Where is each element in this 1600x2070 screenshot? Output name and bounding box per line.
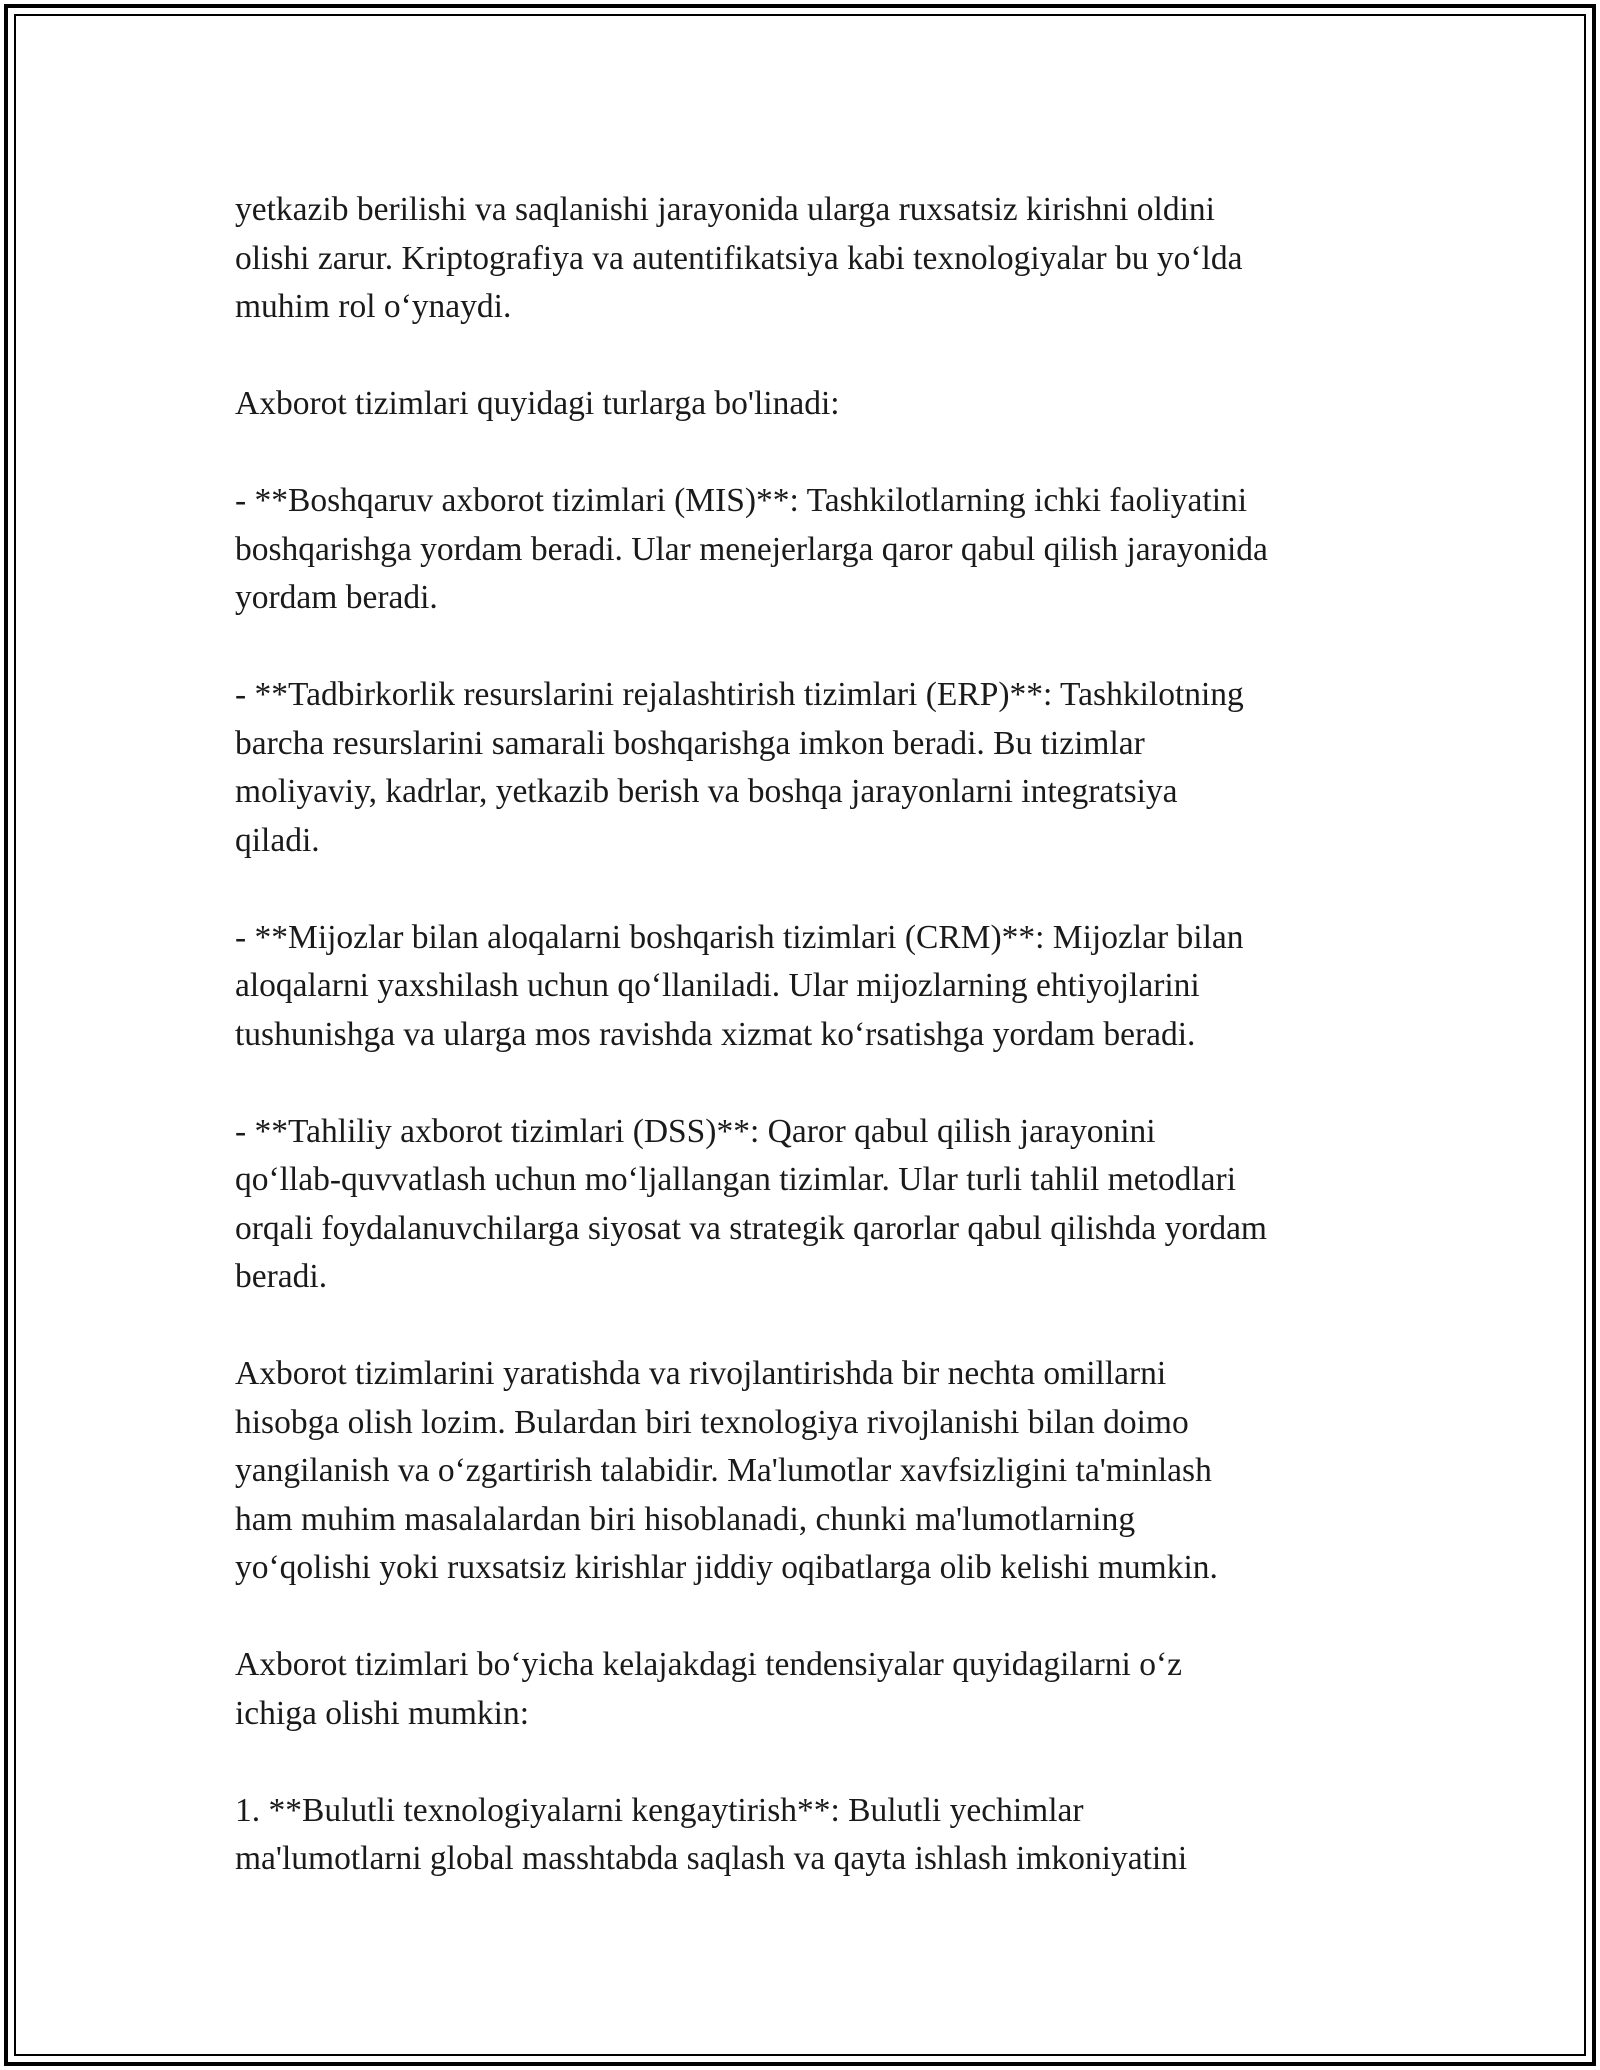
text-line: yangilanish va o‘zgartirish talabidir. Ma'lumotlar xavfsizligini ta'minlash [235,1452,1212,1489]
text-line: beradi. [235,1258,328,1295]
paragraph [235,671,1385,865]
text-line: - **Tahliliy axborot tizimlari (DSS)**: Qaror qabul qilish jarayonini [235,1112,1156,1150]
text-line: orqali foydalanuvchilarga siyosat va strategik qarorlar qabul qilishda yordam [235,1209,1267,1247]
paragraph [235,380,1385,429]
text-line: ham muhim masalalardan biri hisoblanadi, chunki ma'lumotlarning [235,1500,1136,1538]
text-line: yordam beradi. [235,579,438,616]
text-line: qiladi. [235,821,320,859]
text-line: - **Mijozlar bilan aloqalarni boshqarish tizimlari (CRM)**: Mijozlar bilan [235,918,1244,956]
text-line: Axborot tizimlari bo‘yicha kelajakdagi tendensiyalar quyidagilarni o‘z [235,1646,1182,1683]
text-line: muhim rol o‘ynaydi. [235,288,512,325]
text-line: moliyaviy, kadrlar, yetkazib berish va boshqa jarayonlarni integratsiya [235,773,1178,810]
text-line: barcha resurslarini samarali boshqarishga imkon beradi. Bu tizimlar [235,724,1145,762]
text-line: yo‘qolishi yoki ruxsatsiz kirishlar jiddiy oqibatlarga olib kelishi mumkin. [235,1549,1218,1586]
text-line: - **Boshqaruv axborot tizimlari (MIS)**: Tashkilotlarning ichki faoliyatini [235,482,1248,519]
text-line: Axborot tizimlari quyidagi turlarga bo'linadi: [235,385,840,422]
paragraph [235,1108,1385,1302]
text-line: qo‘llab-quvvatlash uchun mo‘ljallangan tizimlar. Ular turli tahlil metodlari [235,1161,1237,1198]
paragraph [235,477,1385,623]
text-line: ma'lumotlarni global masshtabda saqlash va qayta ishlash imkoniyatini [235,1840,1188,1877]
paragraph [235,1350,1385,1593]
paragraph [235,1787,1385,1884]
text-line: - **Tadbirkorlik resurslarini rejalashtirish tizimlari (ERP)**: Tashkilotning [235,676,1244,713]
document-body [235,186,1385,1932]
text-line: tushunishga va ularga mos ravishda xizmat ko‘rsatishga yordam beradi. [235,1015,1196,1053]
text-line: hisobga olish lozim. Bulardan biri texnologiya rivojlanishi bilan doimo [235,1403,1189,1441]
paragraph [235,914,1385,1060]
paragraph [235,1641,1385,1738]
text-line: aloqalarni yaxshilash uchun qo‘llaniladi. Ular mijozlarning ehtiyojlarini [235,967,1200,1004]
text-line: Axborot tizimlarini yaratishda va rivojlantirishda bir nechta omillarni [235,1355,1167,1392]
text-line: 1. **Bulutli texnologiyalarni kengaytirish**: Bulutli yechimlar [235,1791,1084,1829]
text-line: boshqarishga yordam beradi. Ular menejerlarga qaror qabul qilish jarayonida [235,530,1268,568]
text-line: yetkazib berilishi va saqlanishi jarayonida ularga ruxsatsiz kirishni oldini [235,191,1215,228]
text-line: olishi zarur. Kriptografiya va autentifikatsiya kabi texnologiyalar bu yo‘lda [235,239,1243,277]
text-line: ichiga olishi mumkin: [235,1694,530,1732]
paragraph [235,186,1385,332]
